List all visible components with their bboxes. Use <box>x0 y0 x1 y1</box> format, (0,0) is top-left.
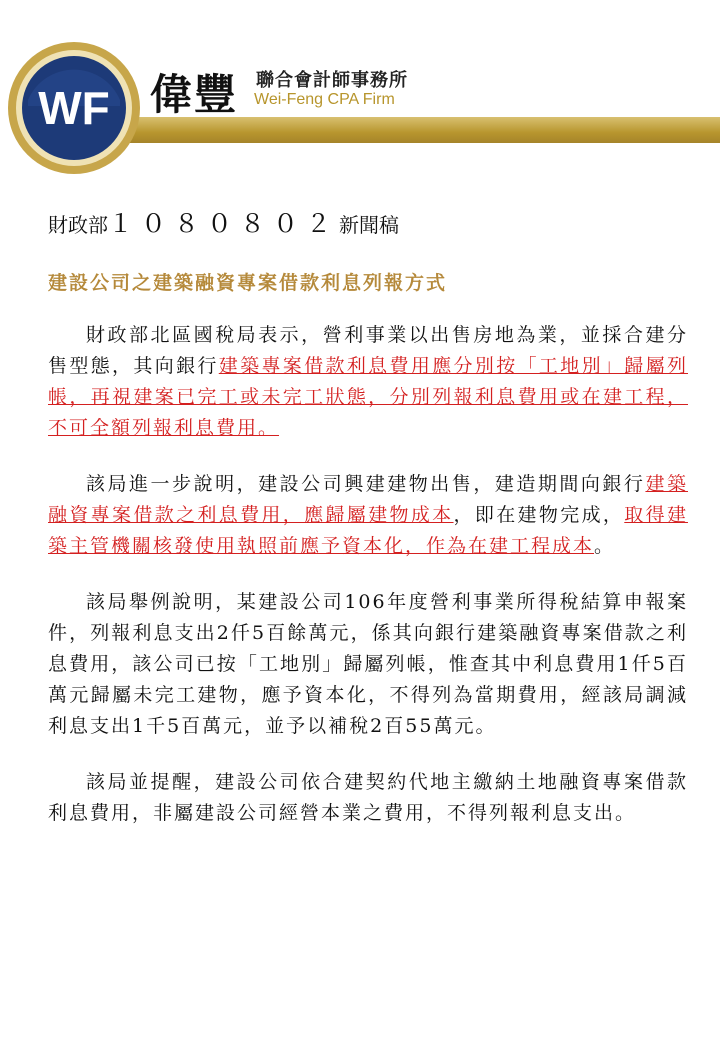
paragraph-4: 該局並提醒，建設公司依合建契約代地主繳納土地融資專案借款利息費用，非屬建設公司經營本業之費用，不得列報利息支出。 <box>48 771 688 824</box>
document-body <box>48 208 688 829</box>
source-agency: 財政部 <box>48 213 108 237</box>
paragraph-1-highlight: 建築專案借款利息費用應分別按「工地別」歸屬列帳，再視建案已完工或未完工狀態，分別列報利息費用或在建工程，不可全額列報利息費用。 <box>48 355 688 439</box>
wf-logo <box>6 40 142 176</box>
letterhead <box>0 0 720 170</box>
paragraph-2-highlight-b: 取得建築主管機關核發使用執照前應予資本化，作為在建工程成本 <box>48 504 688 557</box>
paragraph-1 <box>48 320 688 444</box>
paragraph-2-highlight-a: 建築融資專案借款之利息費用，應歸屬建物成本 <box>48 473 688 526</box>
firm-name-cn: 聯合會計師事務所 <box>256 70 408 91</box>
brand-name-cn: 偉豐 <box>150 70 239 119</box>
paragraph-2-text-c: 。 <box>594 535 616 557</box>
release-number: １０８０８０２ <box>108 209 340 238</box>
paragraph-1-text: 財政部北區國稅局表示，營利事業以出售房地為業，並採合建分售型態，其向銀行 <box>48 324 688 377</box>
paragraph-2 <box>48 469 688 562</box>
press-release-title <box>48 208 688 241</box>
paragraph-2-text-a: 該局進一步說明，建設公司興建建物出售，建造期間向銀行 <box>86 473 646 495</box>
paragraph-3: 該局舉例說明，某建設公司106年度營利事業所得稅結算申報案件，列報利息支出2仟5百餘萬元，係其向銀行建築融資專案借款之利息費用，該公司已按「工地別」歸屬列帳，惟查其中利息費用1仟5百萬元歸屬未完工建物，應予資本化，不得列為當期費用，經該局調減利息支出1千5百萬元，並予以補稅2百55萬元。 <box>48 591 688 737</box>
firm-name-en: Wei-Feng CPA Firm <box>254 91 395 108</box>
svg-text:WF: WF <box>38 82 110 134</box>
wf-logo-icon <box>6 40 142 176</box>
release-type: 新聞稿 <box>339 213 400 237</box>
paragraph-2-text-b: ，即在建物完成， <box>453 504 625 526</box>
headline: 建設公司之建築融資專案借款利息列報方式 <box>48 272 448 294</box>
